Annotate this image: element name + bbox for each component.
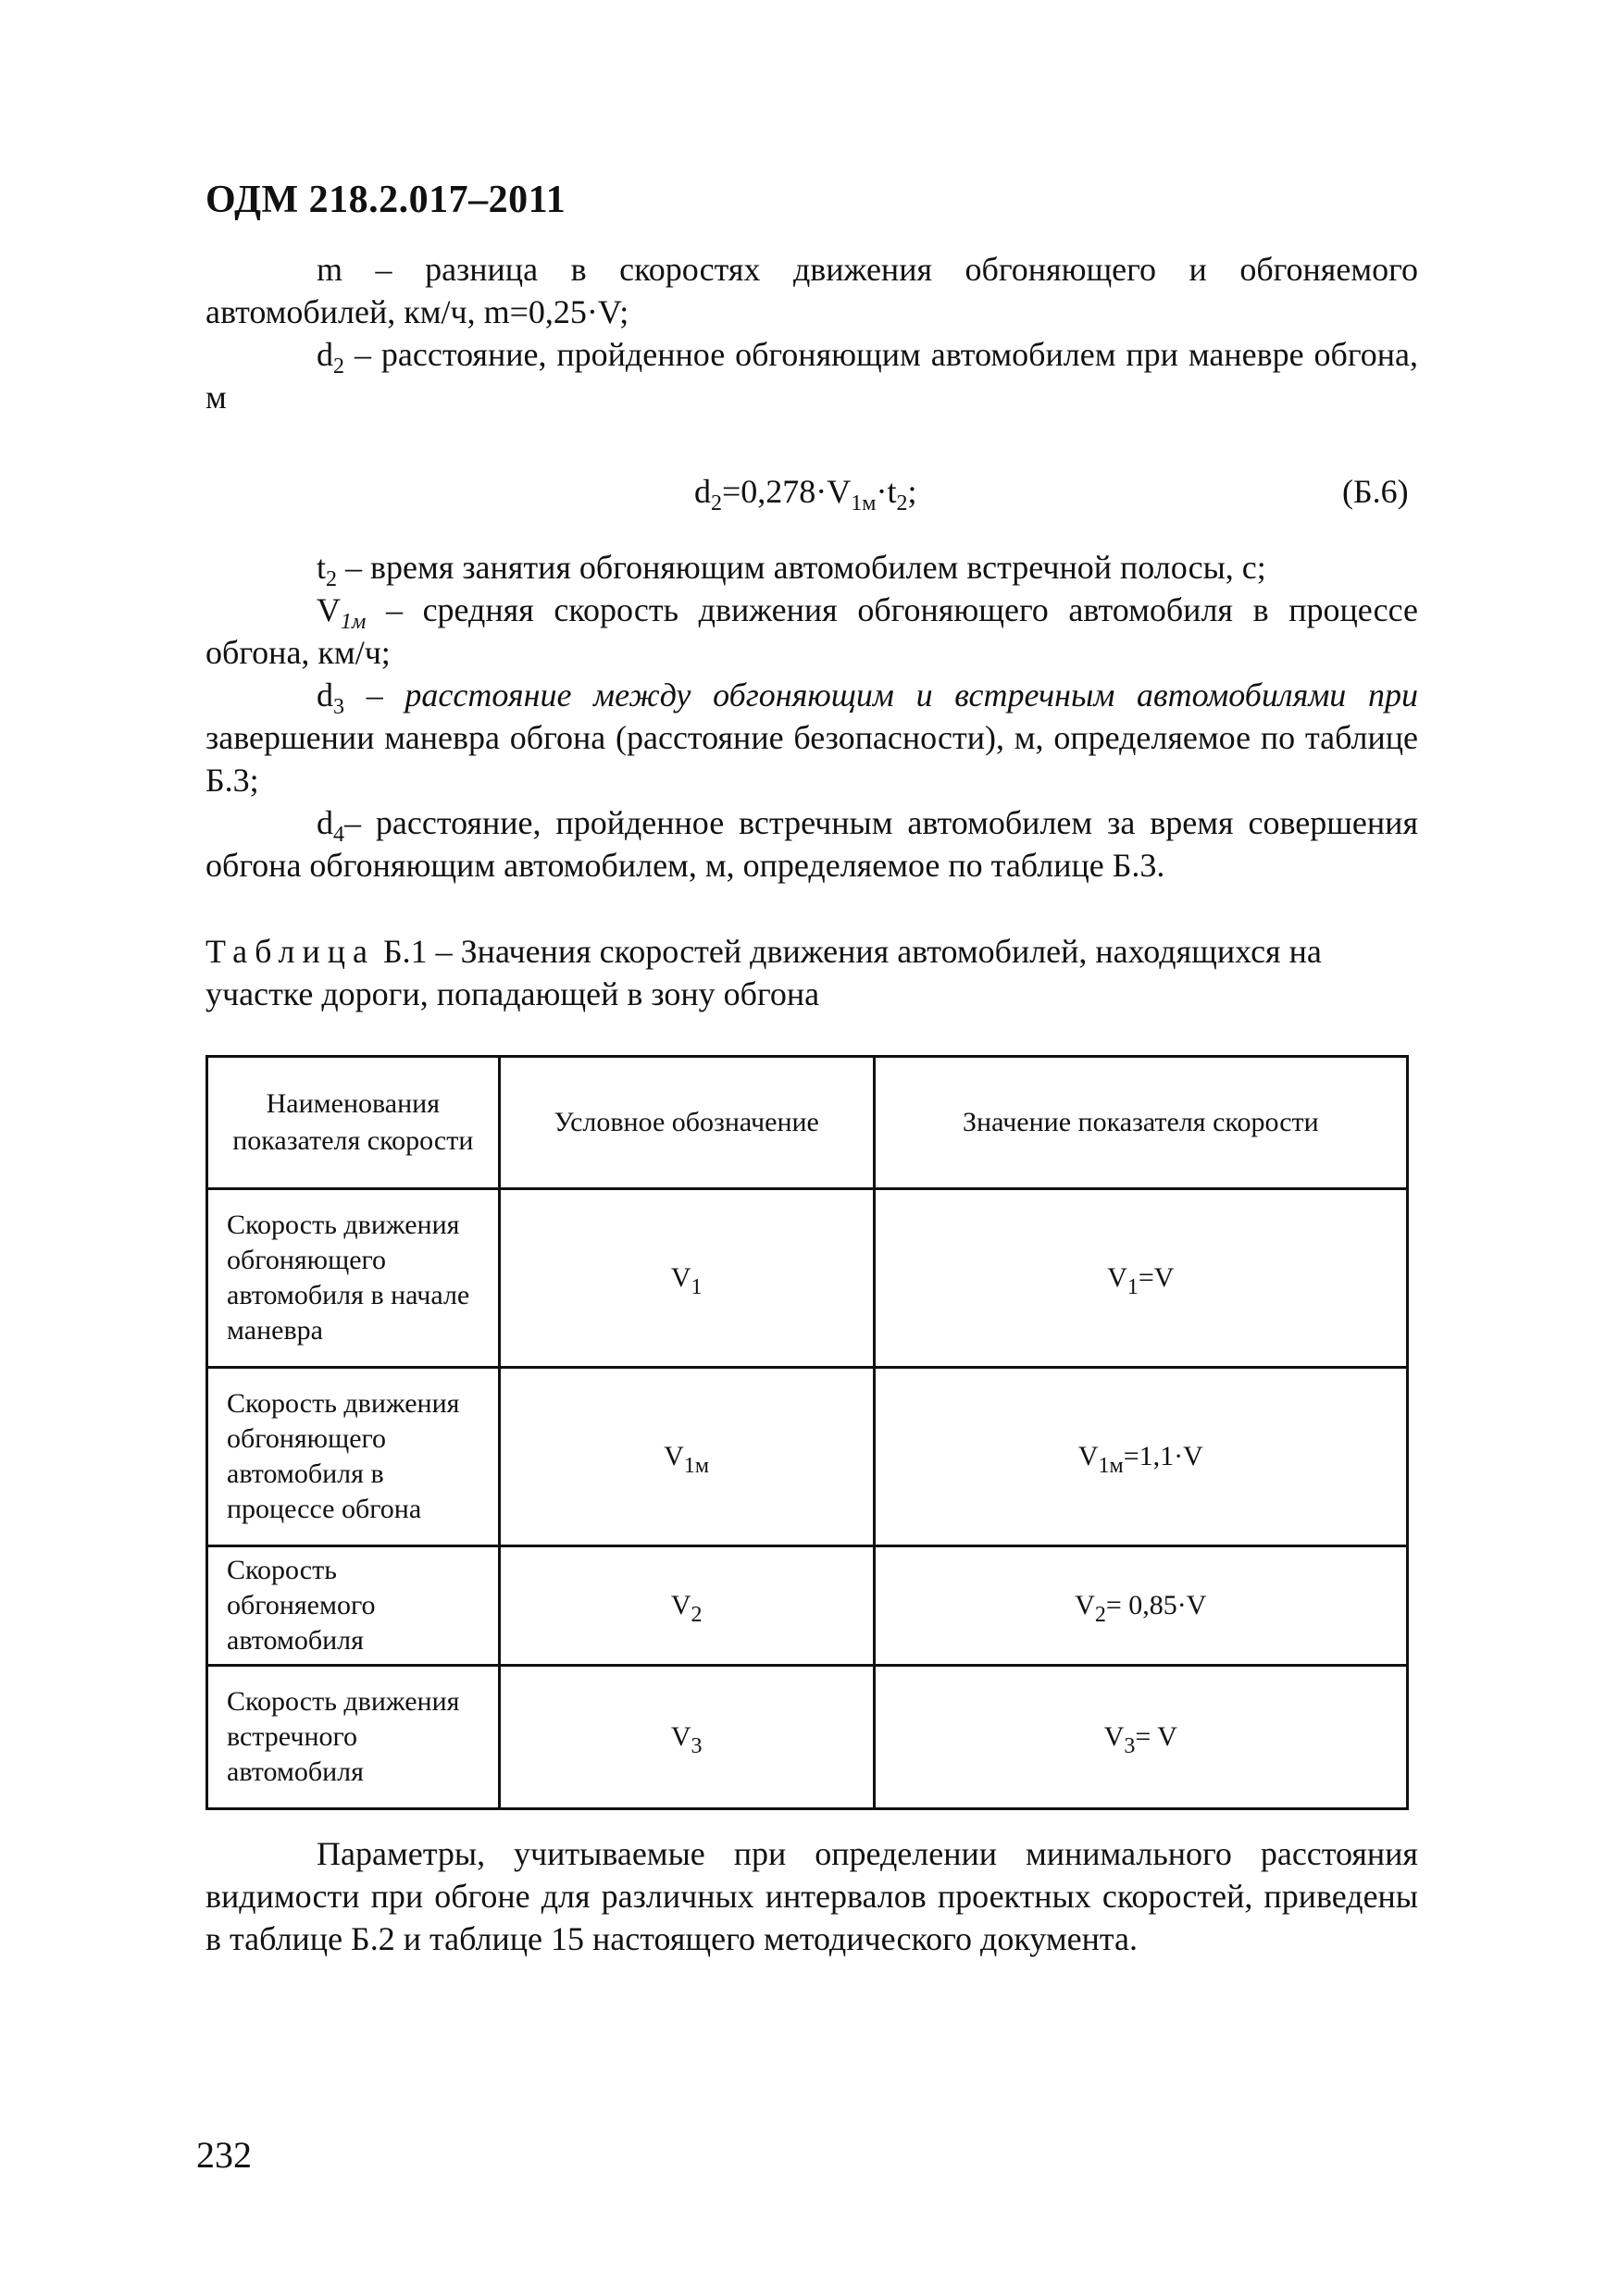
symbol-d: d — [317, 336, 333, 373]
formula-b6 — [694, 472, 917, 515]
row-symbol — [499, 1546, 874, 1666]
val-rest: =V — [1138, 1262, 1175, 1293]
row-symbol — [499, 1189, 874, 1368]
row-value — [874, 1368, 1407, 1546]
sym: V — [670, 1590, 691, 1620]
caption-text: Б.1 – Значения скоростей движения автомобилей, находящихся на участке дороги, попадающей в зону обгона — [205, 933, 1322, 1012]
row-symbol — [499, 1666, 874, 1809]
subscript: 1м — [341, 610, 367, 634]
row-value — [874, 1546, 1407, 1666]
d2-text: – расстояние, пройденное обгоняющим автомобилем при маневре обгона, м — [205, 336, 1418, 416]
sym-sub: 2 — [691, 1603, 703, 1627]
val: V — [1075, 1590, 1095, 1620]
row-name: Скорость движения встречного автомобиля — [207, 1666, 500, 1809]
sym-sub: 3 — [691, 1734, 703, 1758]
subscript: 2 — [333, 354, 344, 379]
sym: V — [664, 1441, 684, 1471]
val-sub: 3 — [1124, 1734, 1136, 1758]
header-name: Наименования показателя скорости — [207, 1057, 500, 1189]
paragraph-v1m-definition — [205, 589, 1418, 674]
formula-sub: 1м — [851, 491, 877, 515]
sym: V — [670, 1721, 691, 1752]
paragraph-d3-definition — [205, 674, 1418, 801]
val: V — [1107, 1262, 1127, 1293]
table-row — [207, 1189, 1408, 1368]
val-sub: 2 — [1094, 1603, 1106, 1627]
subscript: 4 — [333, 823, 344, 847]
header-symbol: Условное обозначение — [499, 1057, 874, 1189]
paragraph-m-definition: m – разница в скоростях движения обгоняющего и обгоняемого автомобилей, км/ч, m=0,25·V; — [205, 251, 1418, 330]
speed-table — [205, 1055, 1409, 1810]
val-rest: = V — [1135, 1721, 1177, 1752]
val: V — [1103, 1721, 1125, 1752]
paragraph-d2-definition — [205, 333, 1418, 418]
formula-part: =0,278·V — [722, 473, 852, 510]
val-rest: =1,1·V — [1123, 1441, 1203, 1471]
table-caption — [205, 930, 1418, 1015]
val-sub: 1 — [1126, 1275, 1139, 1299]
sym: V — [670, 1262, 691, 1293]
caption-label: Таблица — [205, 933, 375, 970]
val-sub: 1м — [1098, 1454, 1124, 1478]
t2-text: – время занятия обгоняющим автомобилем встречной полосы, с; — [337, 549, 1266, 586]
formula-number: (Б.6) — [1342, 473, 1409, 510]
page-number: 232 — [196, 2134, 252, 2176]
d3-text: завершении маневра обгона (расстояние безопасности), м, определяемое по таблице Б.3; — [205, 719, 1418, 799]
paragraph-closing: Параметры, учитываемые при определении минимального расстояния видимости при обгоне для различных интервалов проектных скоростей, приведены в таблице Б.2 и таблице 15 настоящего методического документа. — [205, 1835, 1418, 1957]
symbol-t: t — [317, 549, 327, 586]
row-value — [874, 1189, 1407, 1368]
row-name: Скорость движения обгоняющего автомобиля в процессе обгона — [207, 1368, 500, 1546]
v1m-text: – средняя скорость движения обгоняющего автомобиля в процессе обгона, км/ч; — [205, 591, 1418, 671]
d3-text-italic: – расстояние между обгоняющим и встречным автомобилями при — [344, 676, 1418, 714]
formula-sub: 2 — [896, 491, 908, 515]
formula-part: d — [694, 473, 711, 510]
row-name: Скорость движения обгоняющего автомобиля в начале маневра — [207, 1189, 500, 1368]
val: V — [1077, 1441, 1099, 1471]
table-row — [207, 1546, 1408, 1666]
formula-part: ·t — [876, 473, 897, 510]
row-name: Скорость обгоняемого автомобиля — [207, 1546, 500, 1666]
val-rest: = 0,85·V — [1105, 1590, 1207, 1620]
symbol-v: V — [317, 591, 341, 628]
table-row — [207, 1666, 1408, 1809]
formula-part: ; — [907, 473, 917, 510]
header-value: Значение показателя скорости — [874, 1057, 1407, 1189]
d4-text: – расстояние, пройденное встречным автомобилем за время совершения обгона обгоняющим автомобилем, м, определяемое по таблице Б.3. — [205, 804, 1418, 884]
row-symbol — [499, 1368, 874, 1546]
subscript: 2 — [326, 567, 338, 591]
sym-sub: 1 — [691, 1275, 703, 1299]
paragraph-d4-definition — [205, 801, 1418, 887]
row-value — [874, 1666, 1407, 1809]
paragraph-t2-definition — [205, 546, 1418, 589]
subscript: 3 — [333, 695, 344, 719]
symbol-d: d — [317, 676, 333, 714]
table-header-row — [207, 1057, 1408, 1189]
table-row — [207, 1368, 1408, 1546]
formula-sub: 2 — [711, 491, 722, 515]
document-header: ОДМ 218.2.017–2011 — [205, 179, 566, 221]
symbol-d: d — [317, 804, 333, 841]
sym-sub: 1м — [683, 1454, 710, 1478]
